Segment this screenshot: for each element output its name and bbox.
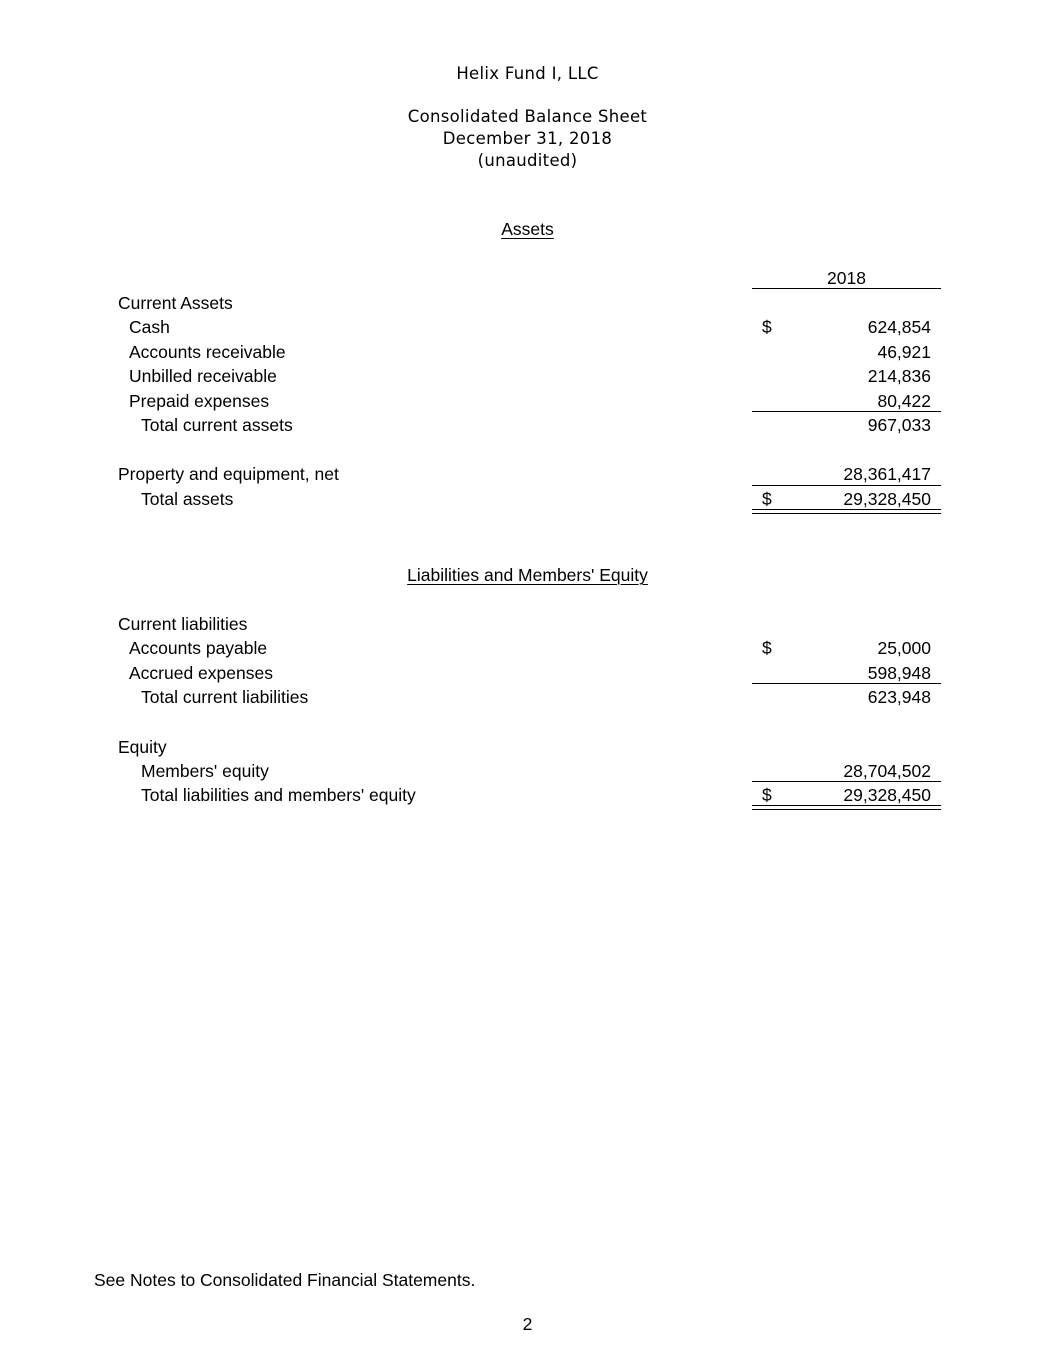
total-assets-value: 29,328,450 (843, 489, 931, 509)
total-current-liabilities-label: Total current liabilities (141, 687, 309, 707)
unbilled-receivable-label: Unbilled receivable (129, 366, 277, 386)
accrued-expenses-value: 598,948 (867, 663, 931, 683)
current-liabilities-heading: Current liabilities (118, 614, 248, 634)
members-equity-value: 28,704,502 (843, 761, 931, 781)
equity-heading: Equity (118, 737, 167, 757)
total-current-liabilities-value: 623,948 (867, 687, 931, 707)
property-equipment-value: 28,361,417 (843, 464, 931, 484)
property-equipment-label: Property and equipment, net (118, 464, 339, 484)
cash-value: 624,854 (867, 317, 931, 337)
current-assets-heading: Current Assets (118, 293, 233, 313)
dollar-sign: $ (762, 317, 772, 337)
subtotal-rule (752, 781, 941, 782)
statement-title: Consolidated Balance Sheet (407, 107, 648, 126)
subtotal-rule (752, 411, 941, 412)
subtotal-rule (752, 485, 941, 486)
dollar-sign: $ (762, 785, 772, 805)
accounts-receivable-label: Accounts receivable (129, 342, 286, 362)
double-underline (752, 509, 941, 514)
statement-date: December 31, 2018 (442, 129, 613, 148)
page-number: 2 (522, 1314, 533, 1334)
double-underline (752, 805, 941, 810)
total-liabilities-equity-label: Total liabilities and members' equity (141, 785, 416, 805)
company-name: Helix Fund I, LLC (456, 64, 599, 83)
total-current-assets-value: 967,033 (867, 415, 931, 435)
subtotal-rule (752, 683, 941, 684)
accounts-payable-value: 25,000 (877, 638, 931, 658)
prepaid-expenses-value: 80,422 (877, 391, 931, 411)
total-assets-label: Total assets (141, 489, 234, 509)
total-current-assets-label: Total current assets (141, 415, 293, 435)
cash-label: Cash (129, 317, 170, 337)
unbilled-receivable-value: 214,836 (867, 366, 931, 386)
column-header-year: 2018 (827, 268, 866, 288)
prepaid-expenses-label: Prepaid expenses (129, 391, 270, 411)
footer-note: See Notes to Consolidated Financial Statements. (94, 1270, 476, 1290)
total-liabilities-equity-value: 29,328,450 (843, 785, 931, 805)
dollar-sign: $ (762, 489, 772, 509)
accounts-receivable-value: 46,921 (877, 342, 931, 362)
assets-section-title: Assets (501, 219, 554, 239)
members-equity-label: Members' equity (141, 761, 269, 781)
column-header-rule (752, 288, 941, 289)
dollar-sign: $ (762, 638, 772, 658)
liabilities-section-title: Liabilities and Members' Equity (407, 565, 648, 585)
audit-status: (unaudited) (477, 151, 578, 170)
accounts-payable-label: Accounts payable (129, 638, 268, 658)
accrued-expenses-label: Accrued expenses (129, 663, 273, 683)
